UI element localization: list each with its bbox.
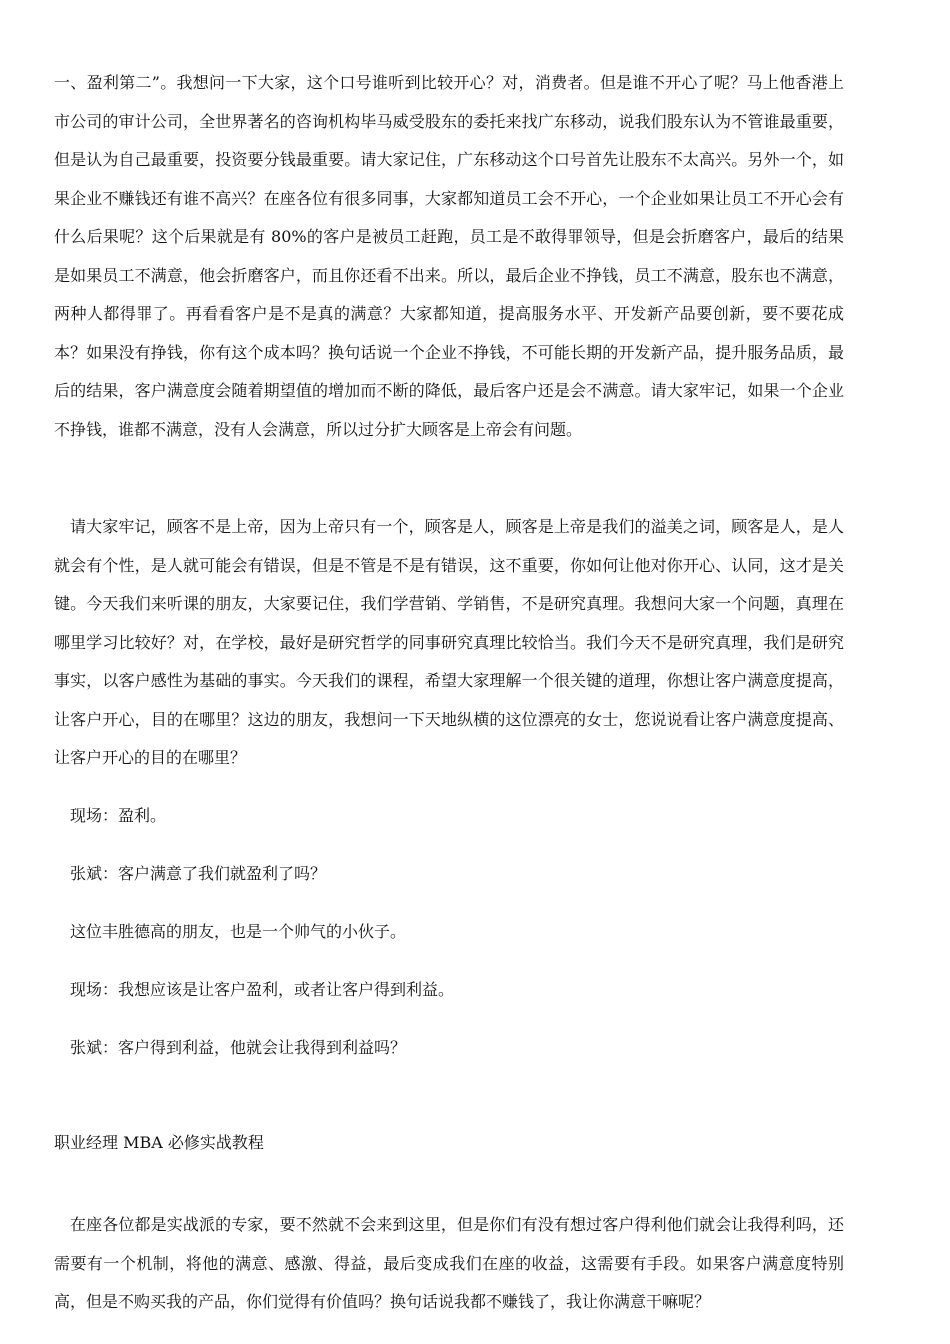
dialogue-line-4: 现场：我想应该是让客户盈利，或者让客户得到利益。	[70, 980, 455, 999]
section-heading: 职业经理 MBA 必修实战教程	[54, 1133, 264, 1152]
body-paragraph-2: 请大家牢记，顾客不是上帝，因为上帝只有一个，顾客是人，顾客是上帝是我们的溢美之词，顾客是人，是人就会有个性，是人就可能会有错误，但是不管是不是有错误，这不重要，你如何让他对你开心、认同，这才是关键。今天我们来听课的朋友，大家要记住，我们学营销、学销售，不是研究真理。我想问大家一个问题，真理在哪里学习比较好？对，在学校，最好是研究哲学的同事研究真理比较恰当。我们今天不是研究真理，我们是研究事实，以客户感性为基础的事实。今天我们的课程，希望大家理解一个很关键的道理，你想让客户满意度提高，让客户开心，目的在哪里？这边的朋友，我想问一下天地纵横的这位漂亮的女士，您说说看让客户满意度提高、让客户开心的目的在哪里？	[54, 517, 844, 767]
body-paragraph-1: 一、盈利第二”。我想问一下大家，这个口号谁听到比较开心？对，消费者。但是谁不开心了呢？马上他香港上市公司的审计公司，全世界著名的咨询机构毕马威受股东的委托来找广东移动，说我们股东认为不管谁最重要，但是认为自己最重要，投资要分钱最重要。请大家记住，广东移动这个口号首先让股东不太高兴。另外一个，如果企业不赚钱还有谁不高兴？在座各位有很多同事，大家都知道员工会不开心，一个企业如果让员工不开心会有什么后果呢？这个后果就是有 80%的客户是被员工赶跑，员工是不敢得罪领导，但是会折磨客户，最后的结果是如果员工不满意，他会折磨客户，而且你还看不出来。所以，最后企业不挣钱，员工不满意，股东也不满意，两种人都得罪了。再看看客户是不是真的满意？大家都知道，提高服务水平、开发新产品要创新，要不要花成本？如果没有挣钱，你有这个成本吗？换句话说一个企业不挣钱，不可能长期的开发新产品，提升服务品质，最后的结果，客户满意度会随着期望值的增加而不断的降低，最后客户还是会不满意。请大家牢记，如果一个企业不挣钱，谁都不满意，没有人会满意，所以过分扩大顾客是上帝会有问题。	[54, 73, 844, 439]
dialogue-line-1: 现场：盈利。	[70, 806, 167, 825]
dialogue-line-5: 张斌：客户得到利益，他就会让我得到利益吗？	[70, 1038, 407, 1057]
body-paragraph-3: 在座各位都是实战派的专家，要不然就不会来到这里，但是你们有没有想过客户得利他们就会让我得利吗，还需要有一个机制，将他的满意、感激、得益，最后变成我们在座的收益，这需要有手段。如果客户满意度特别高，但是不购买我的产品，你们觉得有价值吗？换句话说我都不赚钱了，我让你满意干嘛呢？	[54, 1215, 844, 1311]
dialogue-line-2: 张斌：客户满意了我们就盈利了吗？	[70, 864, 327, 883]
dialogue-line-3: 这位丰胜德高的朋友，也是一个帅气的小伙子。	[70, 922, 407, 941]
